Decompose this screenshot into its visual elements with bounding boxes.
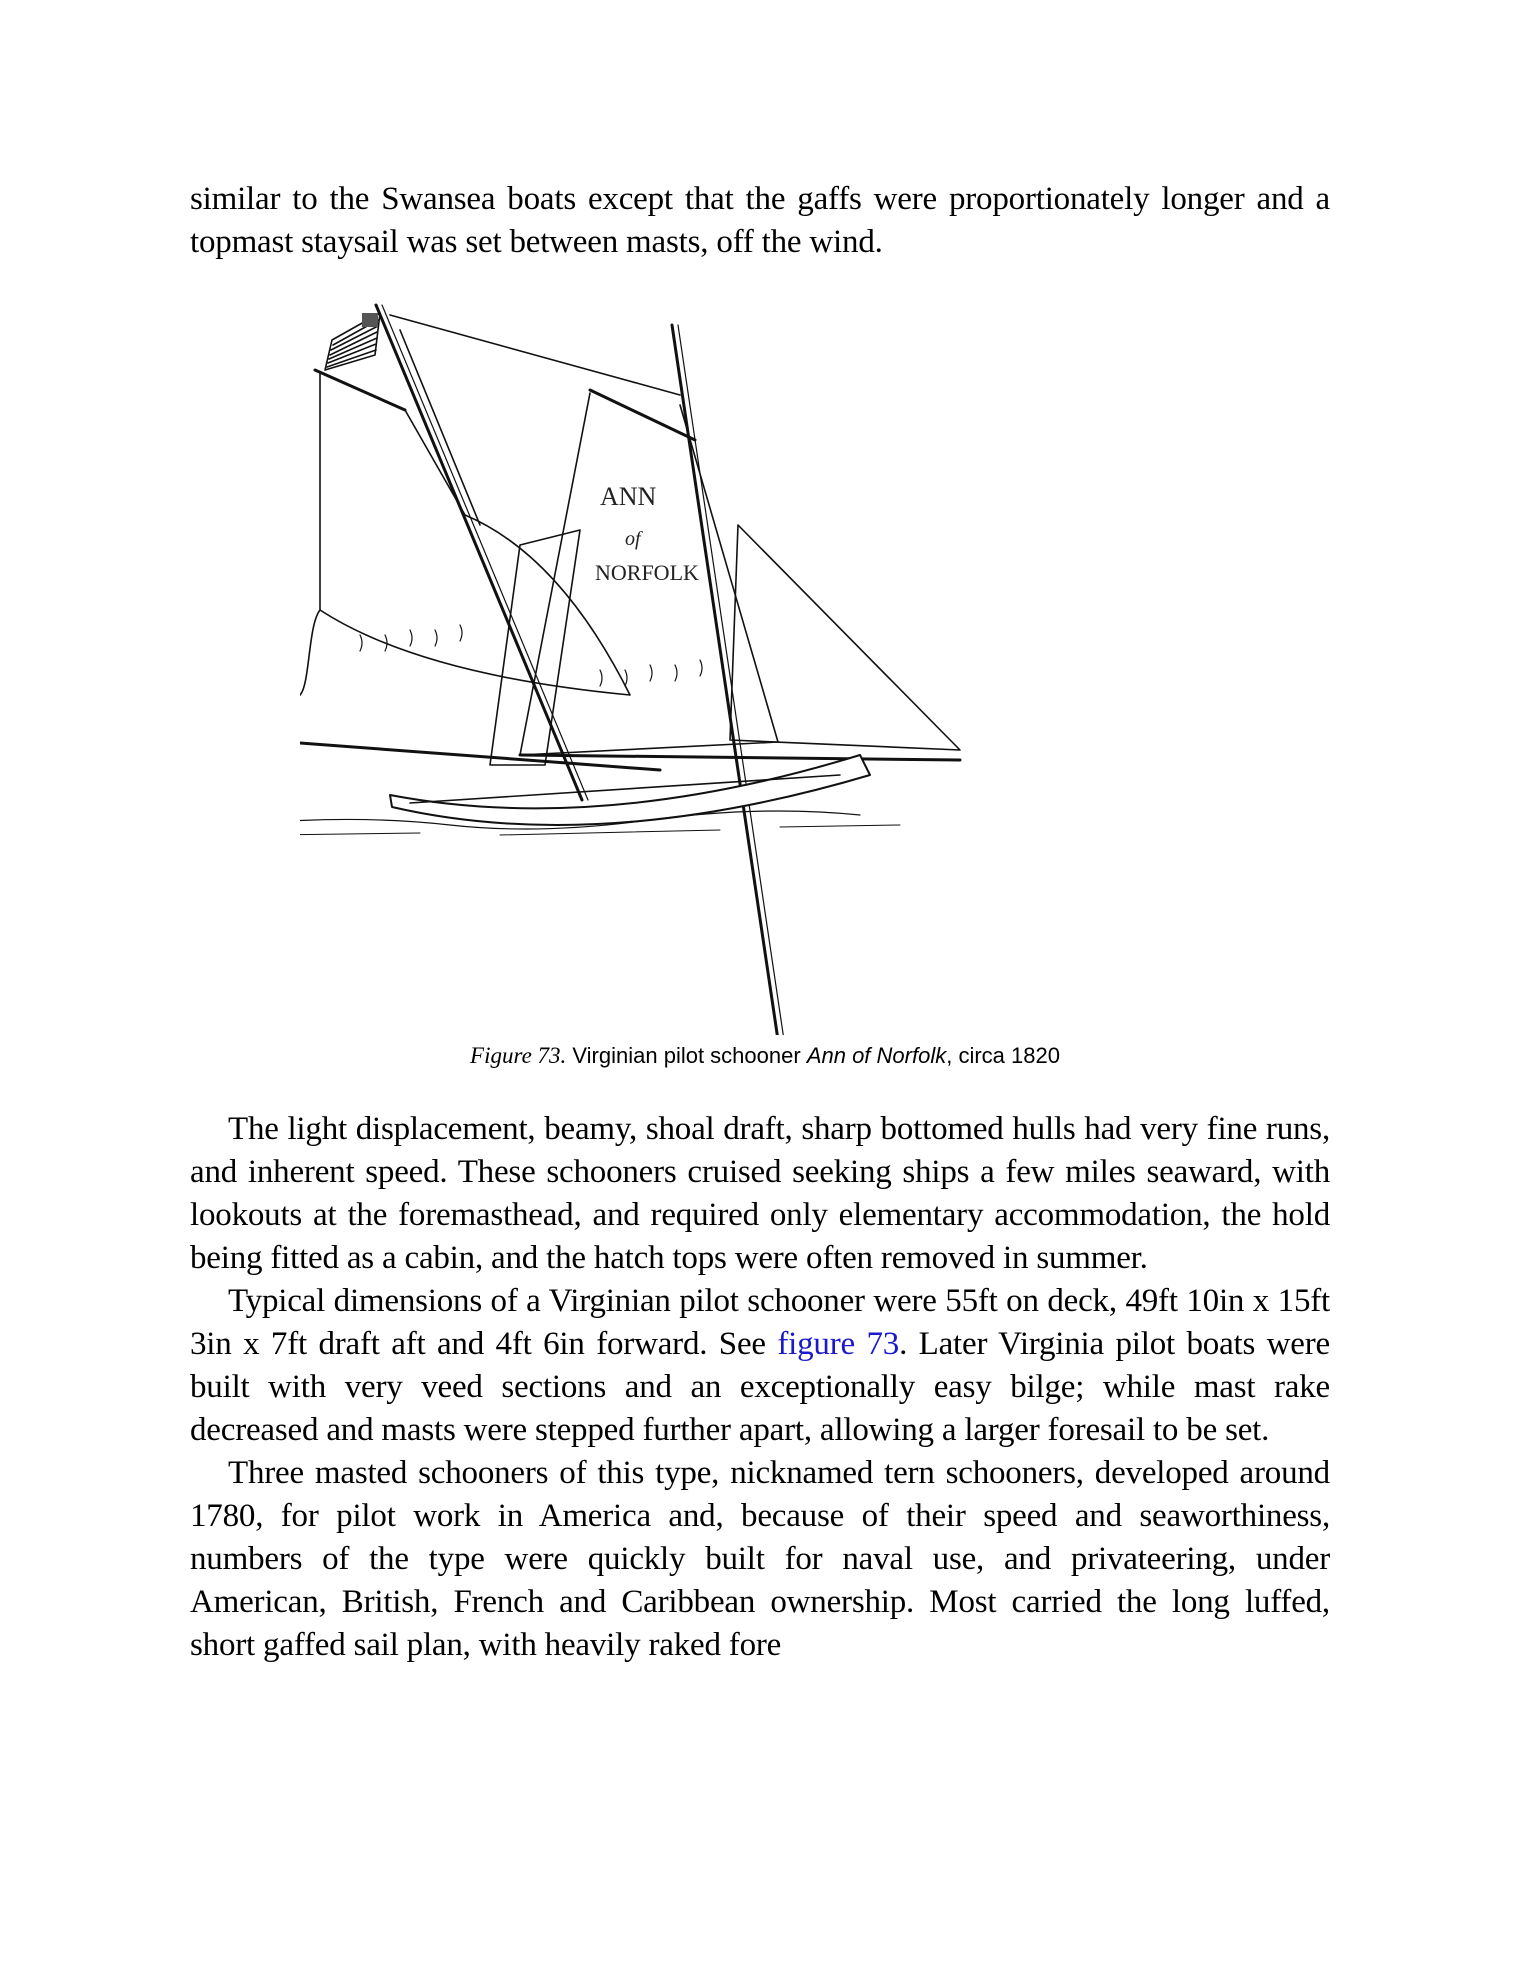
dimensions-text-before-link: Typical dimensions of a Virginian pilot schooner were 55ft on deck, 49ft 10in x 15ft 3in x 7ft draft aft and 4ft 6in forward. See [190, 1283, 1330, 1362]
paragraph-hull-description: The light displacement, beamy, shoal draft, sharp bottomed hulls had very fine runs, and inherent speed. These schooners cruised seeking ships a few miles seaward, with lookouts at the foremasthead, and required only elementary accommodation, the hold being fitted as a cabin, and the hatch tops were often removed in summer. [190, 1111, 1330, 1276]
paragraph-dimensions [190, 1280, 1330, 1452]
dimensions-text-after-link: . Later Virginia pilot boats were built with very veed sections and an exceptionally easy bilge; while mast rake decreased and masts were stepped further apart, allowing a larger foresail to be set. [190, 1326, 1330, 1448]
intro-text-block [190, 178, 1330, 264]
figure-caption [0, 1043, 1530, 1069]
caption-vessel-name: Ann of Norfolk [806, 1043, 947, 1068]
sail-lettering-ann: ANN [600, 482, 657, 511]
paragraph-tern-schooners: Three masted schooners of this type, nicknamed tern schooners, developed around 1780, for pilot work in America and, because of their speed and seaworthiness, numbers of the type were quickly built for naval use, and privateering, under American, British, French and Caribbean ownership. Most carried the long luffed, short gaffed sail plan, with heavily raked fore [190, 1455, 1330, 1663]
schooner-illustration [300, 295, 1220, 1035]
caption-text-before: Virginian pilot schooner [566, 1043, 807, 1068]
sail-lettering-norfolk: NORFOLK [595, 560, 699, 585]
caption-text-after: , circa 1820 [946, 1043, 1060, 1068]
figure-label: Figure 73. [470, 1043, 567, 1068]
sail-lettering-of: of [625, 528, 641, 550]
flag-icon [325, 313, 380, 370]
intro-paragraph: similar to the Swansea boats except that the gaffs were proportionately longer and a topmast staysail was set between masts, off the wind. [190, 181, 1330, 260]
figure-73-link[interactable]: figure 73 [777, 1326, 900, 1362]
body-text-block [190, 1108, 1330, 1667]
